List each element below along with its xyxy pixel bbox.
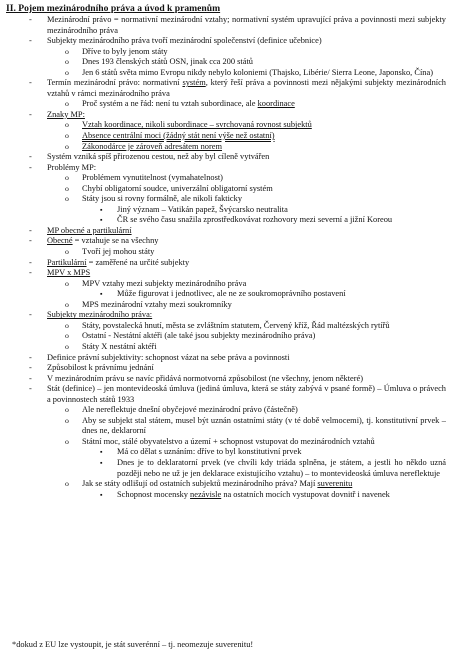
list-item: o Proč systém a ne řád: není tu vztah subordinace, ale koordinace [65, 99, 295, 109]
bullet-marker: o [65, 341, 69, 351]
bullet-marker: o [65, 436, 69, 446]
list-item: - Systém vzniká spíš přirozenou cestou, než aby byl cíleně vytvářen [29, 152, 270, 162]
list-item: o Dříve to byly jenom státy [65, 46, 168, 56]
list-item: o Státy jsou si rovny formálně, ale nikoli fakticky [65, 194, 243, 204]
list-item: ▪ Má co dělat s uznáním: dříve to byl konstitutivní prvek [100, 447, 302, 457]
bullet-marker: o [65, 331, 69, 341]
list-item: - Mezinárodní právo = normativní mezinárodní vztahy; normativní systém upravující práva a povinnosti mezi subjekty mezinárodního práva [29, 15, 446, 35]
list-item: - Znaky MP: [29, 109, 85, 119]
bullet-marker: o [65, 194, 69, 204]
list-item: - Subjekty mezinárodního práva tvoří mezinárodní společenství (definice učebnice) [29, 36, 322, 46]
bullet-marker: - [29, 78, 32, 88]
bullet-marker: o [65, 320, 69, 330]
bullet-marker: - [29, 257, 32, 267]
bullet-marker: ▪ [100, 216, 103, 225]
list-item: o Problémem vynutitelnost (vymahatelnost) [65, 173, 223, 183]
bullet-marker: o [65, 405, 69, 415]
bullet-marker: - [29, 268, 32, 278]
list-item: o MPS mezinárodní vztahy mezi soukromníky [65, 299, 232, 309]
list-item: o Státy, povstalecká hnutí, města se zvláštním statutem, Červený kříž, Řád maltézských rytířů [65, 320, 390, 330]
list-item: ▪ Dnes je to deklaratorní prvek (ve chvíli kdy triáda splněna, je státem, a jestli ho někdo uzná později nebo ne už je jen deklarace existujícího vztahu) – to montevideoská úmluva nereflektuje [100, 457, 446, 478]
list-item: - MPV x MPS [29, 268, 91, 278]
list-item: - Definice právní subjektivity: schopnost vázat na sebe práva a povinnosti [29, 352, 290, 362]
list-item: o Státní moc, stálé obyvatelstvo a území + schopnost vstupovat do mezinárodních vztahů [65, 436, 375, 446]
bullet-marker: - [29, 15, 32, 24]
list-item: o Ale nereflektuje dnešní obyčejové mezinárodní právo (částečně) [65, 405, 298, 415]
bullet-marker: o [65, 173, 69, 183]
bullet-marker: o [65, 131, 69, 141]
list-item: o Aby se subjekt stal státem, musel být uznán ostatními státy (v té době velmocemi), tj. konstitutivní prvek – dnes ne, deklarorní [65, 415, 446, 436]
bullet-marker: - [29, 363, 32, 373]
footnote: *dokud z EU lze vystoupit, je stát suverénní – tj. neomezuje suverenitu! [12, 640, 254, 649]
bullet-marker: ▪ [100, 490, 103, 499]
list-item: o Absence centrální moci (žádný stát není výše než ostatní) [65, 131, 275, 141]
bullet-marker: o [65, 415, 69, 425]
bullet-marker: o [65, 67, 69, 77]
list-item: o Dnes 193 členských států OSN, jinak cca 200 států [65, 57, 253, 67]
bullet-marker: ▪ [100, 458, 103, 467]
bullet-marker: o [65, 46, 69, 56]
list-item: - Způsobilost k právnímu jednání [29, 363, 154, 373]
bullet-marker: ▪ [100, 205, 103, 214]
list-item: - V mezinárodním právu se navíc přidává normotvorná způsobilost (ne všechny, jenom některé) [29, 373, 364, 383]
bullet-marker: - [29, 36, 32, 46]
bullet-marker: o [65, 99, 69, 109]
bullet-marker: - [29, 225, 32, 235]
bullet-marker: - [29, 236, 32, 246]
list-item: o Chybí obligatorní soudce, univerzální obligatorní systém [65, 183, 273, 193]
outline-list [0, 15, 458, 500]
bullet-marker: o [65, 120, 69, 130]
bullet-marker: ▪ [100, 290, 103, 299]
list-item: - MP obecné a partikulární [29, 225, 132, 235]
list-item: ▪ Může figurovat i jednotlivec, ale ne ze soukromoprávního postavení [100, 289, 346, 299]
bullet-marker: - [29, 384, 32, 394]
list-item: ▪ Schopnost mocensky nezávisle na ostatních mocích vystupovat dovnitř i navenek [100, 489, 390, 499]
section-title: II. Pojem mezinárodního práva a úvod k pramenům [6, 3, 221, 14]
list-item: - Termín mezinárodní právo: normativní systém, který řeší práva a povinnosti mezi nějakými subjekty mezinárodních vztahů v rámci mezinárodního práva [29, 78, 446, 98]
list-item: - Obecné = vztahuje se na všechny [29, 236, 159, 246]
list-item: o Zákonodárce je zároveň adresátem norem [65, 141, 222, 151]
bullet-marker: o [65, 57, 69, 67]
bullet-marker: o [65, 479, 69, 489]
list-item: ▪ ČR se svého času snažila zprostředkovávat rozhovory mezi severní a jižní Koreou [100, 215, 393, 225]
list-item: o Ostatní - Nestátní aktéři (ale také jsou subjekty mezinárodního práva) [65, 331, 316, 341]
bullet-marker: ▪ [100, 448, 103, 457]
bullet-marker: - [29, 109, 32, 119]
bullet-marker: - [29, 162, 32, 172]
bullet-marker: o [65, 183, 69, 193]
bullet-marker: o [65, 278, 69, 288]
list-item: o Jen 6 států světa mimo Evropu nikdy nebylo koloniemi (Thajsko, Libérie/ Sierra Leone, Japonsko, Čína) [65, 67, 433, 77]
bullet-marker: o [65, 141, 69, 151]
list-item: o MPV vztahy mezi subjekty mezinárodního práva [65, 278, 247, 288]
list-item: - Problémy MP: [29, 162, 97, 172]
bullet-marker: - [29, 352, 32, 362]
bullet-marker: o [65, 247, 69, 257]
bullet-marker: - [29, 152, 32, 162]
bullet-marker: - [29, 310, 32, 320]
list-item: - Partikulární = zaměřené na určité subjekty [29, 257, 190, 267]
list-item: o Vztah koordinace, nikoli subordinace – svrchovaná rovnost subjektů [65, 120, 312, 130]
list-item: - Stát (definice) – jen montevideoská úmluva (jediná úmluva, která se státy zabývá v psané formě) – Úmluva o právech a povinnostech států 1933 [29, 384, 446, 404]
list-item: o Tvoří jej mohou státy [65, 247, 155, 257]
list-item: o Jak se státy odlišují od ostatních subjektů mezinárodního práva? Mají suverenitu [65, 479, 353, 489]
bullet-marker: o [65, 299, 69, 309]
list-item: o Státy X nestátní aktéři [65, 341, 157, 351]
list-item: ▪ Jiný význam – Vatikán papež, Švýcarsko neutralita [100, 204, 288, 214]
list-item: - Subjekty mezinárodního práva: [29, 310, 153, 320]
bullet-marker: - [29, 373, 32, 383]
